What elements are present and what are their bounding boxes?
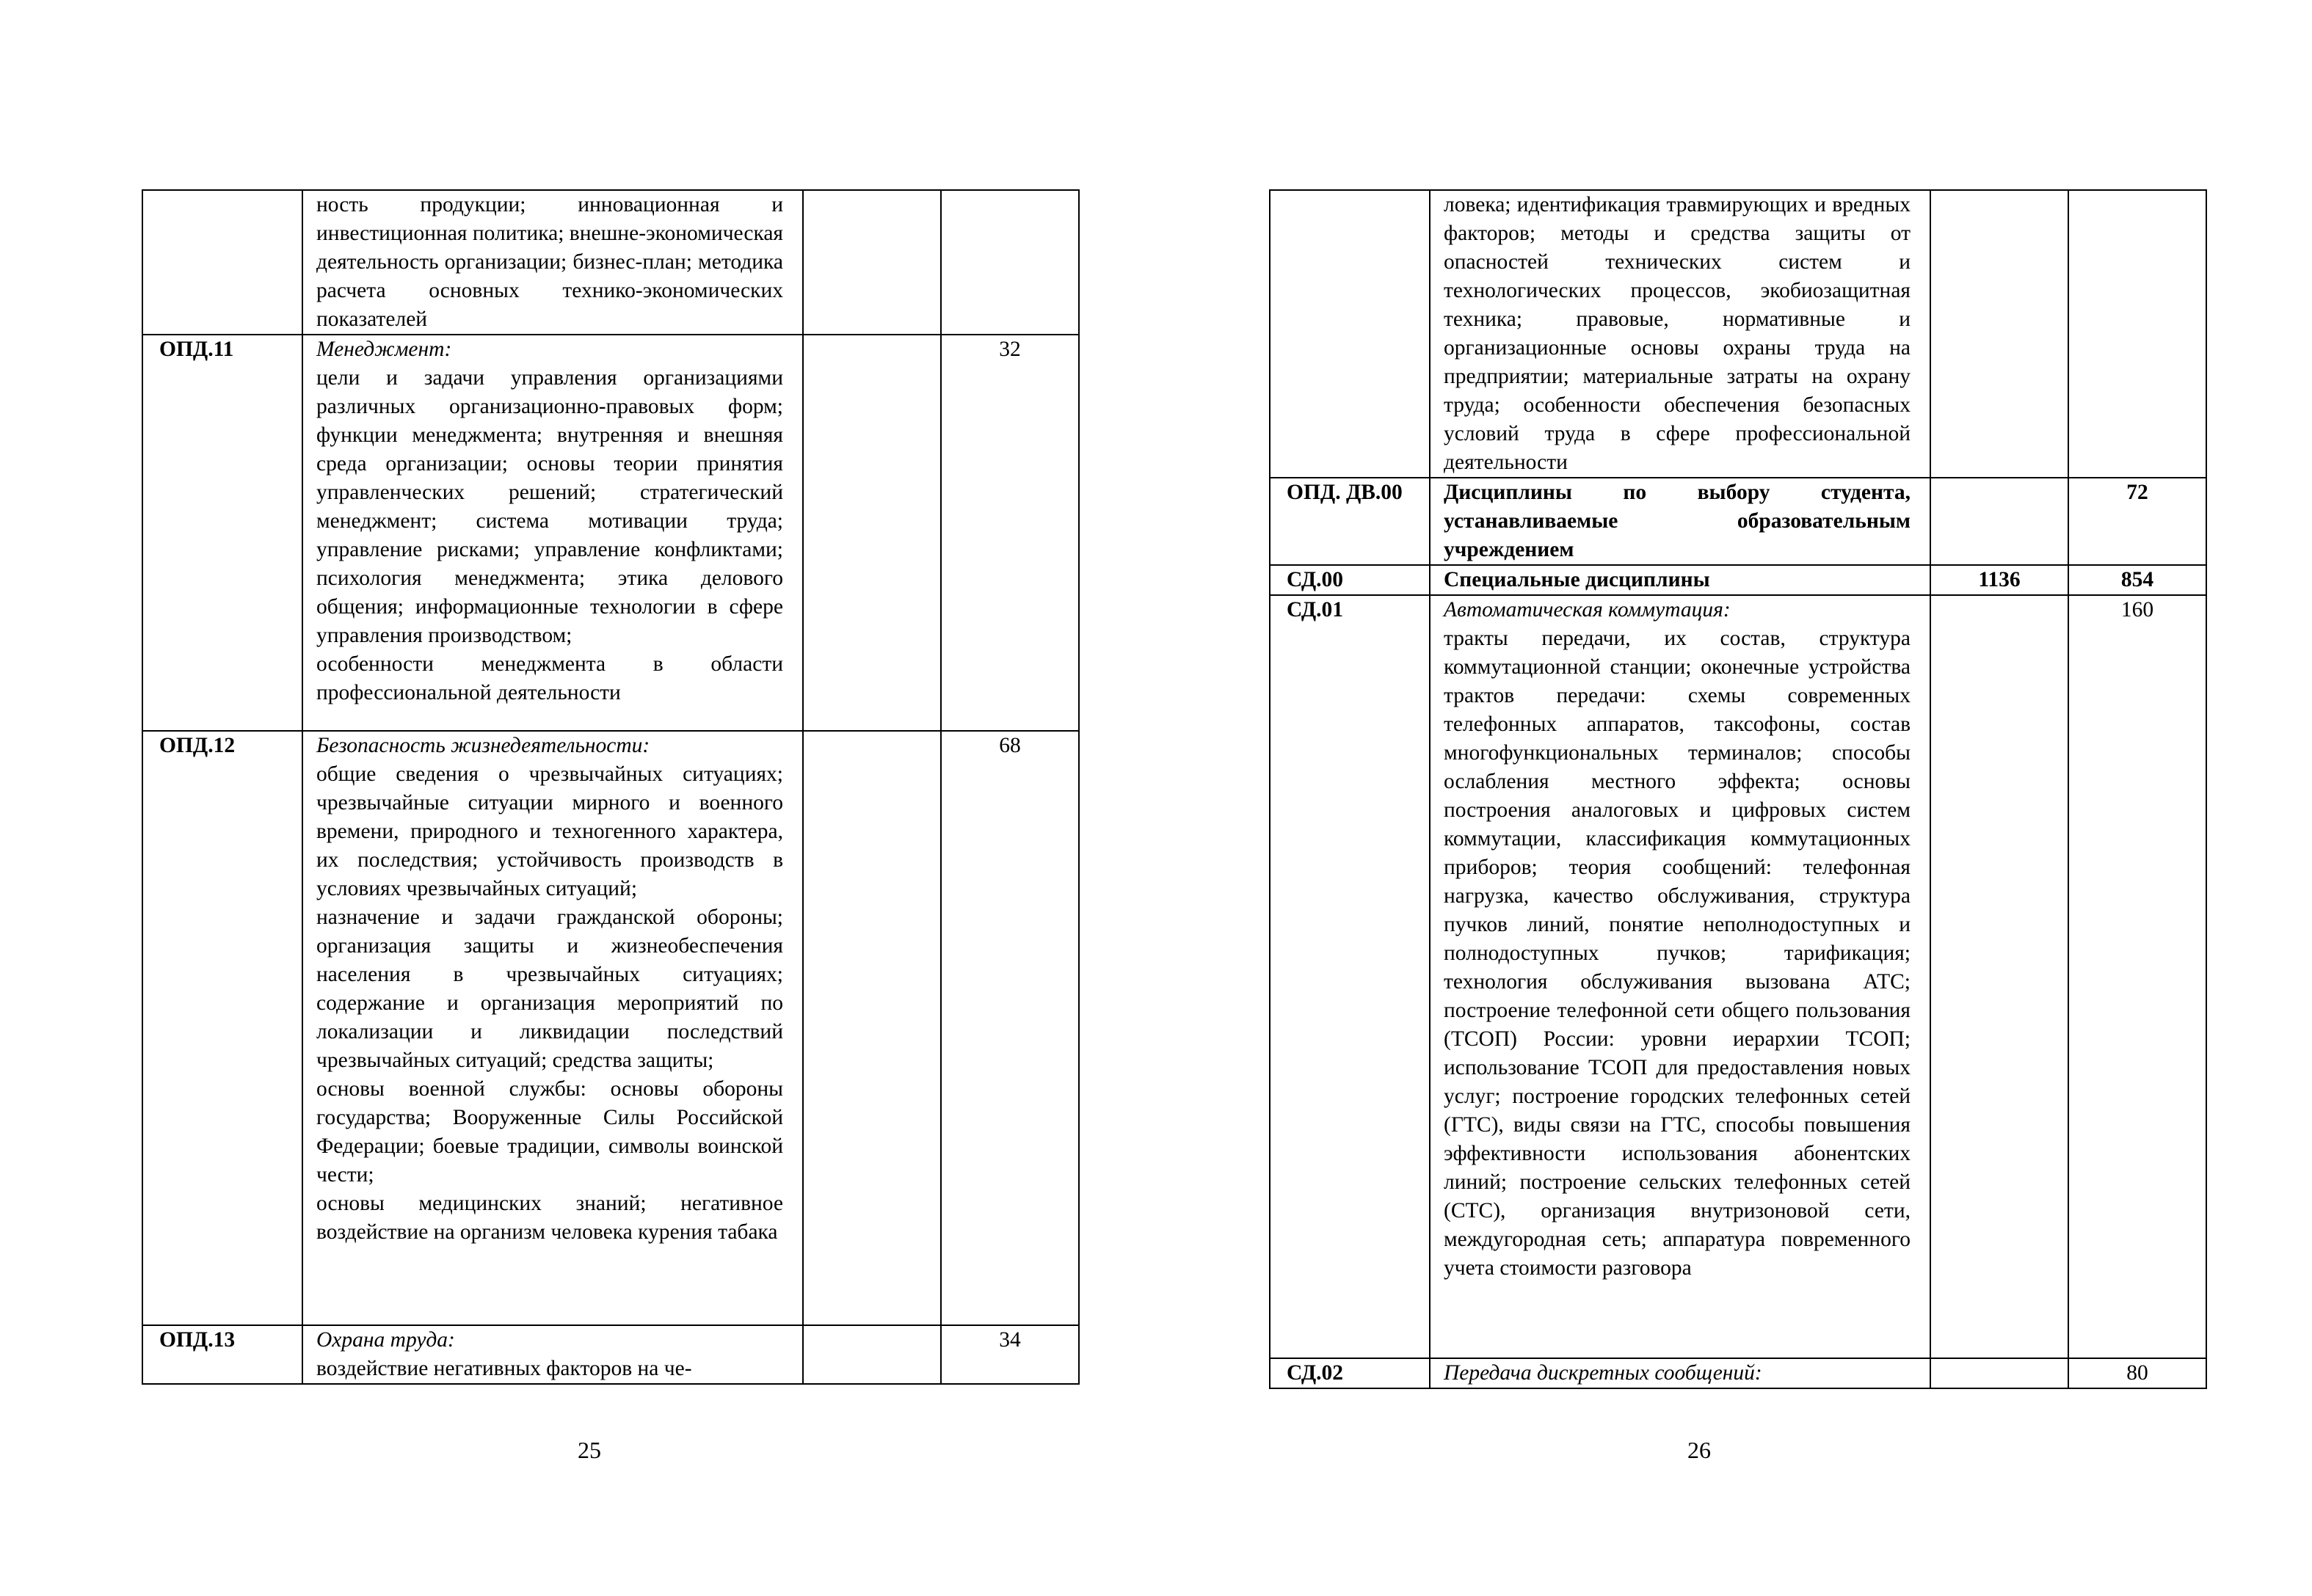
page-number: 26 — [1687, 1437, 1711, 1463]
curriculum-table-right — [1269, 189, 2207, 1389]
table-row — [142, 335, 1079, 731]
table-row — [1270, 595, 2206, 1358]
row-content — [1430, 1358, 1930, 1388]
row-max-load — [803, 1325, 941, 1384]
row-max-load — [803, 731, 941, 1325]
row-code — [142, 190, 302, 335]
row-text: ловека; идентификация травмирующих и вредных факторов; методы и средства защиты от опасностей технических систем и технологических процессов, экобиозащитная техника; правовые, нормативные и организационные основы охраны труда на предприятии; материальные затраты на охрану труда; особенности обеспечения безопасных условий труда в сфере профессиональной деятельности — [1444, 193, 1911, 474]
discipline-group-title: Специальные дисциплины — [1444, 568, 1710, 591]
row-max-load — [1930, 1358, 2068, 1388]
row-content — [1430, 190, 1930, 478]
row-text: общие сведения о чрезвычайных ситуациях; чрезвычайные ситуации мирного и военного времени, природного и техногенного характера, их последствия; устойчивость производств в условиях чрезвычайных ситуаций; — [316, 762, 783, 900]
row-code: СД.01 — [1270, 595, 1430, 1358]
row-text: ность продукции; инновационная и инвестиционная политика; внешне-экономическая деятельность организации; бизнес-план; методика расчета основных технико-экономических показателей — [316, 193, 783, 331]
row-max-load — [1930, 190, 2068, 478]
row-hours: 854 — [2068, 565, 2206, 595]
row-content — [1430, 595, 1930, 1358]
row-text: тракты передачи, их состав, структура коммутационной станции; оконечные устройства трактов передачи: схемы современных телефонных аппаратов, таксофоны, состав многофункциональных терминалов; способы ослабления местного эффекта; основы построения аналоговых и цифровых систем коммутации, классификация коммутационных приборов; теория сообщений: телефонная нагрузка, качество обслуживания, структура пучков линий, понятие неполнодоступных и полнодоступных пучков; тарификация; технология обслуживания вызована АТС; построение телефонной сети общего пользования (ТСОП) России: уровни иерархии ТСОП; использование ТСОП для предоставления новых услуг; построение городских телефонных сетей (ГТС), виды связи на ГТС, способы повышения эффективности использования абонентских линий; построение сельских телефонных сетей (СТС), организация внутризоновой сети, междугородная сеть; аппаратура повременного учета стоимости разговора — [1444, 627, 1911, 1280]
table-row — [142, 731, 1079, 1325]
table-row — [1270, 190, 2206, 478]
discipline-group-title: Дисциплины по выбору студента, устанавливаемые образовательным учреждением — [1444, 481, 1911, 561]
row-hours: 68 — [941, 731, 1079, 1325]
row-content — [302, 190, 803, 335]
row-max-load — [1930, 595, 2068, 1358]
discipline-title: Передача дискретных сообщений: — [1444, 1361, 1762, 1385]
row-hours — [2068, 190, 2206, 478]
row-content — [1430, 565, 1930, 595]
table-row — [142, 190, 1079, 335]
table-row — [1270, 478, 2206, 565]
row-text: воздействие негативных факторов на че- — [316, 1357, 692, 1380]
row-max-load — [803, 335, 941, 731]
row-code: ОПД. ДВ.00 — [1270, 478, 1430, 565]
row-content — [302, 335, 803, 731]
curriculum-table-left — [142, 189, 1080, 1385]
row-text: особенности менеджмента в области профессиональной деятельности — [316, 652, 783, 704]
row-hours: 72 — [2068, 478, 2206, 565]
row-hours — [941, 190, 1079, 335]
row-code — [1270, 190, 1430, 478]
row-max-load — [803, 190, 941, 335]
row-code: ОПД.12 — [142, 731, 302, 1325]
discipline-title: Автоматическая коммутация: — [1444, 598, 1731, 622]
right-page — [1156, 0, 2312, 1596]
table-row — [142, 1325, 1079, 1384]
page-number: 25 — [578, 1437, 601, 1463]
discipline-title: Менеджмент: — [316, 338, 452, 361]
row-text: основы медицинских знаний; негативное воздействие на организм человека курения табака — [316, 1192, 783, 1244]
row-code: ОПД.11 — [142, 335, 302, 731]
discipline-title: Охрана труда: — [316, 1328, 455, 1352]
discipline-title: Безопасность жизнедеятельности: — [316, 734, 650, 757]
row-content — [1430, 478, 1930, 565]
table-row — [1270, 565, 2206, 595]
row-code: СД.00 — [1270, 565, 1430, 595]
row-hours: 160 — [2068, 595, 2206, 1358]
row-text: назначение и задачи гражданской обороны; организация защиты и жизнеобеспечения населения в чрезвычайных ситуациях; содержание и организация мероприятий по локализации и ликвидации последствий чрезвычайных ситуаций; средства защиты; — [316, 906, 783, 1072]
row-hours: 32 — [941, 335, 1079, 731]
row-hours: 34 — [941, 1325, 1079, 1384]
row-text: цели и задачи управления организациями различных организационно-правовых форм; функции менеджмента; внутренняя и внешняя среда организации; основы теории принятия управленческих решений; стратегический менеджмент; система мотивации труда; управление рисками; управление конфликтами; психология менеджмента; этика делового общения; информационные технологии в сфере управления производством; — [316, 366, 783, 647]
row-content — [302, 731, 803, 1325]
row-content — [302, 1325, 803, 1384]
row-max-load: 1136 — [1930, 565, 2068, 595]
row-code: ОПД.13 — [142, 1325, 302, 1384]
row-max-load — [1930, 478, 2068, 565]
table-row — [1270, 1358, 2206, 1388]
row-hours: 80 — [2068, 1358, 2206, 1388]
row-code: СД.02 — [1270, 1358, 1430, 1388]
row-text: основы военной службы: основы обороны государства; Вооруженные Силы Российской Федерации; боевые традиции, символы воинской чести; — [316, 1077, 783, 1187]
